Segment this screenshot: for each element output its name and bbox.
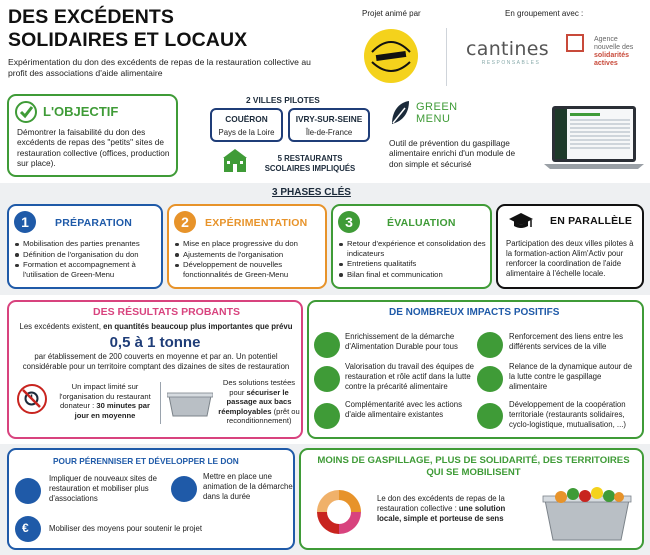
phase-card-3 (331, 204, 492, 289)
perenniser-title: POUR PÉRENNISER ET DÉVELOPPER LE DON (53, 456, 239, 466)
growth-chart-icon (477, 366, 503, 392)
phase-2-bullets (174, 239, 324, 280)
results-divider (160, 382, 161, 424)
impact-item-4: Renforcement des liens entre les différents services de la ville (509, 332, 623, 351)
phase-2-number: 2 (174, 211, 196, 233)
group-label: En groupement avec : (505, 9, 584, 18)
school-icon (221, 147, 249, 173)
check-icon (15, 101, 37, 123)
cantines-logo-sub: RESPONSABLES (481, 60, 541, 66)
results-line1 (13, 322, 299, 332)
parallel-title: EN PARALLÈLE (550, 215, 633, 227)
greenmenu-logo-line2: MENU (416, 113, 451, 125)
phase-card-2 (167, 204, 327, 289)
region-ivry: Île-de-France (305, 128, 353, 137)
phase-3-number: 3 (338, 211, 360, 233)
greenmenu-text: Outil de prévention du gaspillage alimentaire enrichi d'un module de don simple et sécurisé (389, 138, 516, 169)
cantines-responsables-logo (466, 38, 556, 70)
perenniser-item-3: Mobiliser des moyens pour soutenir le projet (49, 524, 202, 533)
objective-title: L'OBJECTIF (43, 104, 119, 119)
phase-card-1 (7, 204, 163, 289)
phase-3-bullet: Retour d'expérience et consolidation des indicateurs (338, 239, 489, 258)
no-time-icon (17, 384, 47, 414)
phase-1-title: PRÉPARATION (55, 217, 133, 229)
phase-3-bullet: Entretiens qualitatifs (338, 259, 489, 269)
solidarity-hands-icon (313, 486, 365, 538)
solutions-text (217, 378, 301, 426)
impacts-card (307, 300, 644, 439)
impact-item-3: Complémentarité avec les actions d'aide alimentaire existantes (345, 400, 463, 419)
conclusion-text-b: une solution locale, simple et porteuse de sens (377, 504, 506, 523)
impact-text (57, 382, 153, 420)
phase-3-bullets (338, 239, 489, 280)
impact-item-2: Valorisation du travail des équipes de restauration et rôle actif dans la lutte contre la précarité alimentaire (345, 362, 475, 391)
results-line2: par établissement de 200 couverts en moyenne et par an. Un potentiel considérable pour un territoire comptant des dizaines de sites de restauration (22, 352, 290, 371)
cantines-logo-text: cantines (466, 38, 549, 60)
impact-item-1: Enrichissement de la démarche d'Alimentation Durable pour tous (345, 332, 458, 351)
chef-icon (314, 366, 340, 392)
results-big-figure: 0,5 à 1 tonne (109, 334, 201, 351)
phase-2-bullet: Mise en place progressive du don (174, 239, 324, 249)
agence-line-1: Agence (594, 36, 618, 43)
conclusion-title: MOINS DE GASPILLAGE, PLUS DE SOLIDARITÉ, DES TERRITOIRES QUI SE MOBILISENT (317, 455, 630, 478)
page-title (8, 6, 247, 52)
project-label: Projet animé par (362, 9, 421, 18)
title-line-1: DES EXCÉDENTS (8, 6, 175, 28)
solutions-text-a: Des solutions testées pour (222, 378, 296, 397)
impact-item-5: Relance de la dynamique autour de la lutte contre le gaspillage alimentaire (509, 362, 633, 391)
greenmenu-leaf-icon (389, 99, 411, 127)
phase-2-bullet: Ajustements de l'organisation (174, 250, 324, 260)
city-name-ivry: IVRY-SUR-SEINE (295, 114, 363, 124)
header-divider (446, 28, 447, 86)
perenniser-item-2: Mettre en place une animation de la démarche dans la durée (203, 472, 293, 501)
perenniser-item-1: Impliquer de nouveaux sites de restauration et mobiliser plus d'associations (49, 474, 157, 503)
phase-3-title: ÉVALUATION (387, 217, 456, 229)
phase-3-bullet: Bilan final et communication (338, 270, 489, 280)
greenmenu-logo (416, 101, 458, 125)
conclusion-text (377, 494, 527, 524)
pilots-title: 2 VILLES PILOTES (246, 95, 320, 105)
results-card (7, 300, 303, 439)
greenmenu-logo-line1: GREEN (416, 101, 458, 113)
city-card-coueron (210, 108, 283, 142)
phase-1-bullet: Définition de l'organisation du don (14, 250, 160, 260)
city-card-ivry (288, 108, 370, 142)
phase-2-title: EXPÉRIMENTATION (205, 217, 308, 229)
parallel-text: Participation des deux villes pilotes à la formation-action Alim'Activ pour renforcer la coordination de l'aide alimentaire à l'échelle locale. (506, 239, 634, 278)
excellents-excedents-logo (358, 22, 424, 86)
leaf-icon (314, 332, 340, 358)
conclusion-card (299, 448, 644, 550)
impact-text-a: Un impact limité sur l'organisation du restaurant donateur : (59, 382, 151, 411)
phase-1-bullets (14, 239, 160, 280)
impact-text-b: 30 minutes par jour en moyenne (74, 401, 150, 420)
region-coueron: Pays de la Loire (218, 128, 275, 137)
lightbulb-icon (477, 403, 503, 429)
phase-2-bullet: Développement de nouvelles fonctionnalités de Green-Menu (174, 260, 324, 279)
restaurants-count: 5 RESTAURANTS SCOLAIRES IMPLIQUÉS (264, 154, 356, 173)
city-name-coueron: COUËRON (225, 114, 268, 124)
agence-line-3: solidarités (594, 52, 630, 59)
graduation-cap-icon (508, 211, 534, 231)
impact-item-6: Développement de la coopération territoriale (restaurants solidaires, cyclo-logistique, mutualisation, ...) (509, 400, 627, 429)
agence-line-2: nouvelle des (594, 44, 634, 51)
phases-title: 3 PHASES CLÉS (272, 187, 351, 198)
conclusion-text-a: Le don des excédents de repas de la restauration collective : (377, 494, 505, 513)
city-hall-icon (477, 332, 503, 358)
objective-text: Démontrer la faisabilité du don des excédents de repas des "petits" sites de restauration collective (offices, production sur place). (17, 127, 170, 168)
food-basket-icon (314, 403, 340, 429)
parallel-card (496, 204, 644, 289)
phase-1-number: 1 (14, 211, 36, 233)
agence-logo-mark (566, 34, 584, 52)
phase-1-bullet: Mobilisation des parties prenantes (14, 239, 160, 249)
people-icon (15, 478, 41, 504)
solutions-text-b: sécuriser le passage aux bacs réemployables (218, 387, 292, 416)
laptop-screenshot (544, 104, 644, 170)
settings-gear-icon (171, 476, 197, 502)
page-subtitle: Expérimentation du don des excédents de repas de la restauration collective au profit des associations d'aide alimentaire (8, 57, 311, 78)
steel-tray-icon (167, 390, 213, 420)
phase-1-bullet: Formation et accompagnement à l'utilisation de Green-Menu (14, 260, 160, 279)
results-line1-a: Les excédents existent, (19, 322, 104, 331)
vegetable-tray-icon (541, 486, 633, 544)
agence-logo (594, 36, 633, 68)
perenniser-card: POUR PÉRENNISER ET DÉVELOPPER LE DON Impliquer de nouveaux sites de restauration et mobiliser plus d'associations Mettre en place une animation de la démarche dans la durée € Mobiliser des moyens pour soutenir le projet (7, 448, 295, 550)
results-title: DES RÉSULTATS PROBANTS (93, 306, 241, 318)
impacts-title: DE NOMBREUX IMPACTS POSITIFS (389, 307, 560, 318)
title-line-2: SOLIDAIRES ET LOCAUX (8, 29, 248, 51)
results-line1-b: en quantités beaucoup plus importantes que prévu (103, 322, 293, 331)
solutions-text-c: (prêt ou reconditionnement) (226, 406, 300, 426)
objective-card (7, 94, 178, 177)
agence-line-4: actives (594, 60, 618, 67)
